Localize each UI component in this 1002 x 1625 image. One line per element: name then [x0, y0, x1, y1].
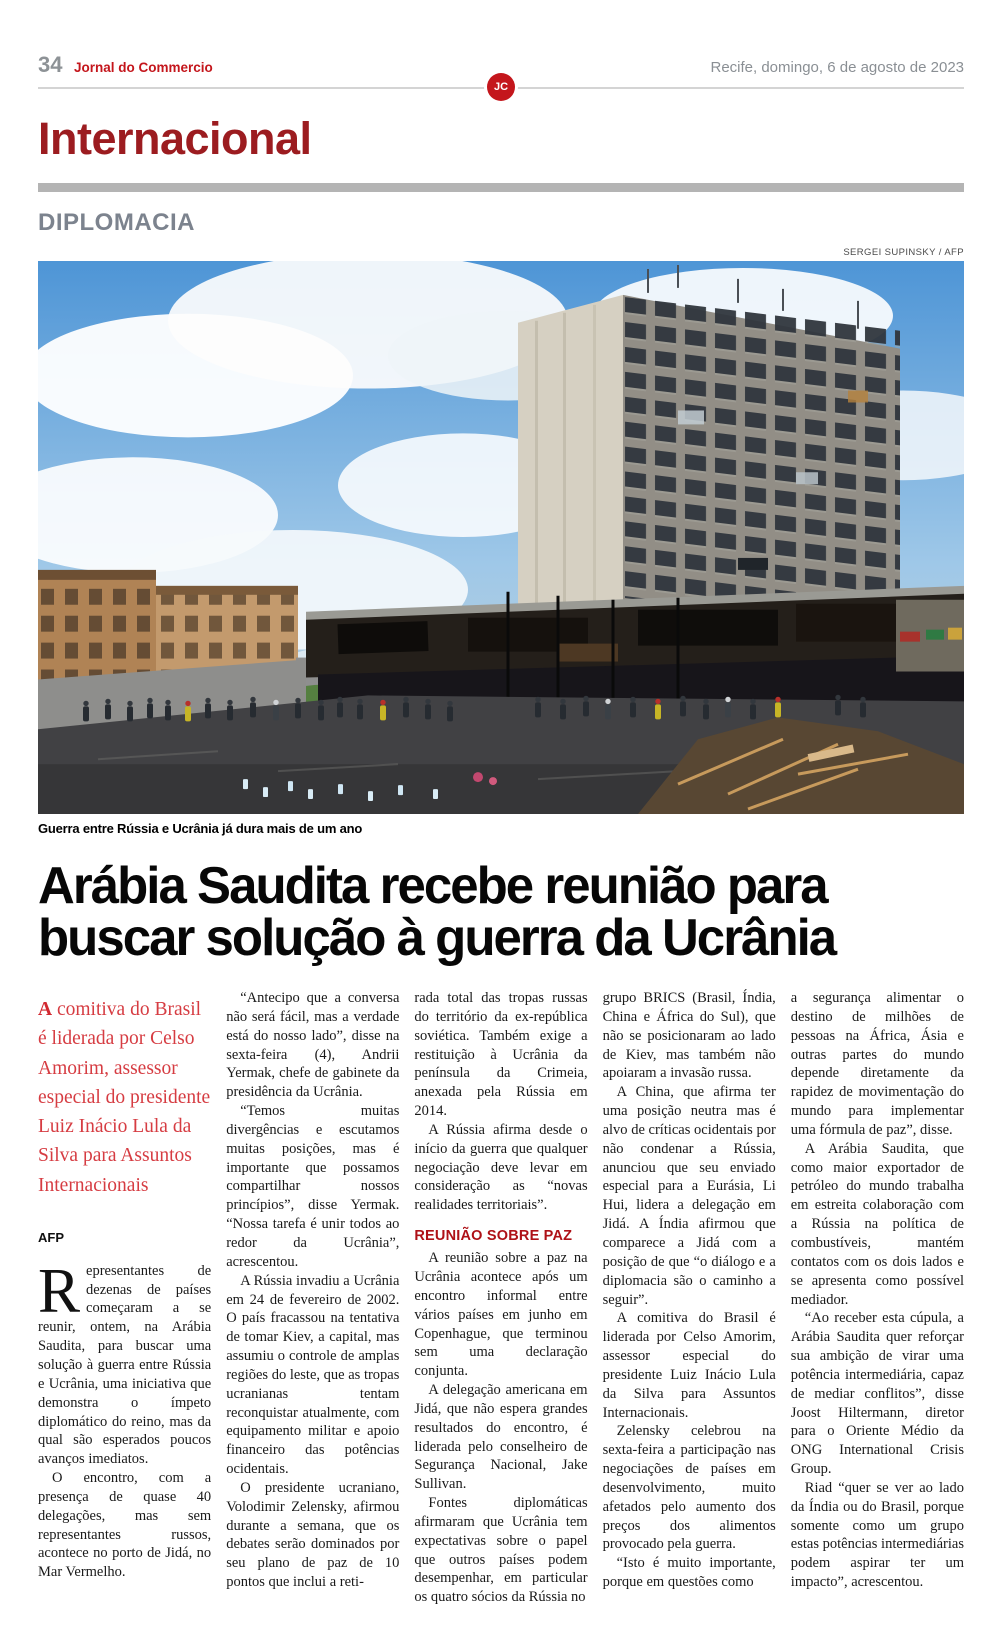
column-3	[414, 989, 587, 1607]
paragraph: “Temos muitas divergências e escutamos muitas posições, mas é importante que possamos compartilhar nossos princípios”, disse Yermak. “Nossa tarefa é unir todos ao redor da Ucrânia”, acrescentou.	[226, 1103, 400, 1270]
paragraph: O encontro, com a presença de quase 40 delegações, mas sem representantes russos, acontece no porto de Jidá, no Mar Vermelho.	[38, 1470, 212, 1581]
article-kicker: DIPLOMACIA	[38, 209, 195, 236]
section-title: Internacional	[38, 113, 312, 164]
paragraph: Zelensky celebrou na sexta-feira a participação nas negociações de países em desenvolvimento, muito afetados pelo aumento dos preços dos alimentos provocado pela guerra.	[602, 1423, 776, 1553]
paragraph: A Rússia invadiu a Ucrânia em 24 de fevereiro de 2002. O país fracassou na tentativa de tomar Kiev, a capital, mas assumiu o controle de amplas regiões do leste, que as tropas ucranianas tentam reconquistar atualmente, com equipamento militar e apoio financeiro das potências ocidentais.	[226, 1272, 400, 1478]
paragraph	[38, 1255, 212, 1469]
paragraph: a segurança alimentar o destino de milhões de pessoas na África, Ásia e outras partes do mundo depende diretamente da rapidez de movimentação do mundo para implementar uma fórmula de paz”, disse.	[790, 990, 964, 1138]
section-divider	[38, 183, 964, 192]
dropcap: R	[38, 1255, 81, 1326]
standfirst-text: comitiva do Brasil é liderada por Celso Amorim, assessor especial do presidente Luiz Inácio Lula da Silva para Assuntos Internacionais	[38, 999, 211, 1196]
headline	[38, 857, 945, 967]
byline: AFP	[38, 1229, 64, 1245]
photo-caption: Guerra entre Rússia e Ucrânia já dura mais de um ano	[38, 821, 363, 836]
headline-line1: Arábia Saudita recebe reunião para	[38, 857, 827, 915]
article-body	[38, 989, 964, 1607]
masthead-left	[38, 52, 213, 78]
column-1	[38, 989, 211, 1607]
paragraph: A Rússia afirma desde o início da guerra que qualquer negociação deve levar em consideração as “novas realidades territoriais”.	[414, 1121, 588, 1214]
paragraph: A reunião sobre a paz na Ucrânia acontece após um encontro informal entre vários países em junho em Copenhague, que terminou sem uma declaração conjunta.	[414, 1250, 588, 1380]
standfirst-lead-letter: A	[38, 999, 53, 1020]
paragraph: O presidente ucraniano, Volodimir Zelensky, afirmou durante a semana, que os debates serão dominados por seu plano de paz de 10 pontos que inclui a reti-	[226, 1479, 400, 1591]
edition-date: Recife, domingo, 6 de agosto de 2023	[710, 59, 964, 76]
column-2	[226, 989, 399, 1607]
paragraph: A China, que afirma ter uma posição neutra mas é alvo de críticas ocidentais por não condenar a Rússia, anunciou que seu enviado especial para a Eurásia, Li Hui, lidera a delegação em Jidá. A Índia afirmou que comparece a Jidá com a posição de que “o diálogo e a diplomacia são o caminho a seguir”.	[602, 1084, 776, 1308]
paragraph: “Antecipo que a conversa não será fácil, mas a verdade está do nosso lado”, disse na sexta-feira (4), Andrii Yermak, chefe de gabinete da presidência da Ucrânia.	[226, 990, 400, 1101]
paragraph: “Ao receber esta cúpula, a Arábia Saudita quer reforçar sua ambição de virar uma potência intermediária, capaz de mediar conflitos”, disse Joost Hiltermann, diretor para o Oriente Médio da ONG International Crisis Group.	[790, 1310, 964, 1478]
paragraph: A Arábia Saudita, que como maior exportador de petróleo do mundo trabalha em estreita colaboração com a Rússia na política de combustíveis, mantém contatos com os dois lados e se apresenta como possível mediador.	[790, 1140, 964, 1308]
page-number: 34	[38, 52, 63, 77]
paragraph: “Isto é muito importante, porque em questões como	[602, 1555, 776, 1591]
newspaper-name: Jornal do Commercio	[73, 60, 213, 75]
photo-credit: SERGEI SUPINSKY / AFP	[843, 247, 964, 258]
jc-logo-icon	[487, 73, 515, 101]
paragraph: grupo BRICS (Brasil, Índia, China e África do Sul), que não se posicionaram ao lado de Kiev, mas também não apoiaram a invasão russa.	[602, 990, 776, 1082]
headline-line2: buscar solução à guerra da Ucrânia	[38, 909, 836, 967]
paragraph: rada total das tropas russas do território da ex-república soviética. Também exige a restituição à Ucrânia da península da Crimeia, anexada pela Rússia em 2014.	[414, 990, 588, 1120]
destroyed-building-photo-illustration	[38, 261, 964, 814]
news-photo	[38, 261, 964, 814]
standfirst	[38, 995, 211, 1200]
paragraph-text: epresentantes de dezenas de países começaram a se reunir, ontem, na Arábia Saudita, para buscar uma solução à guerra entre Rússia e Ucrânia, uma iniciativa que demonstra o ímpeto diplomático do reino, mas da qual são esperados poucos avanços imediatos.	[38, 1262, 212, 1468]
column-5	[791, 989, 964, 1607]
paragraph: A delegação americana em Jidá, que não espera grandes resultados do encontro, é liderada pelo conselheiro de Segurança Nacional, Jake Sullivan.	[414, 1382, 588, 1493]
column-4	[603, 989, 776, 1607]
jc-logo-text: JC	[493, 81, 509, 93]
section-subhead: REUNIÃO SOBRE PAZ	[414, 1228, 573, 1245]
masthead	[38, 0, 964, 93]
paragraph: Fontes diplomáticas afirmaram que Ucrânia tem expectativas sobre o papel que outros países podem desempenhar, em particular os quatro sócios da Rússia no	[414, 1495, 588, 1606]
paragraph: Riad “quer se ver ao lado da Índia ou do Brasil, porque somente como um grupo estas potências intermediárias podem aspirar ter um impacto”, acrescentou.	[790, 1479, 964, 1591]
paragraph: A comitiva do Brasil é liderada por Celso Amorim, assessor especial do presidente Luiz Inácio Lula da Silva para Assuntos Internacionais.	[602, 1310, 776, 1421]
